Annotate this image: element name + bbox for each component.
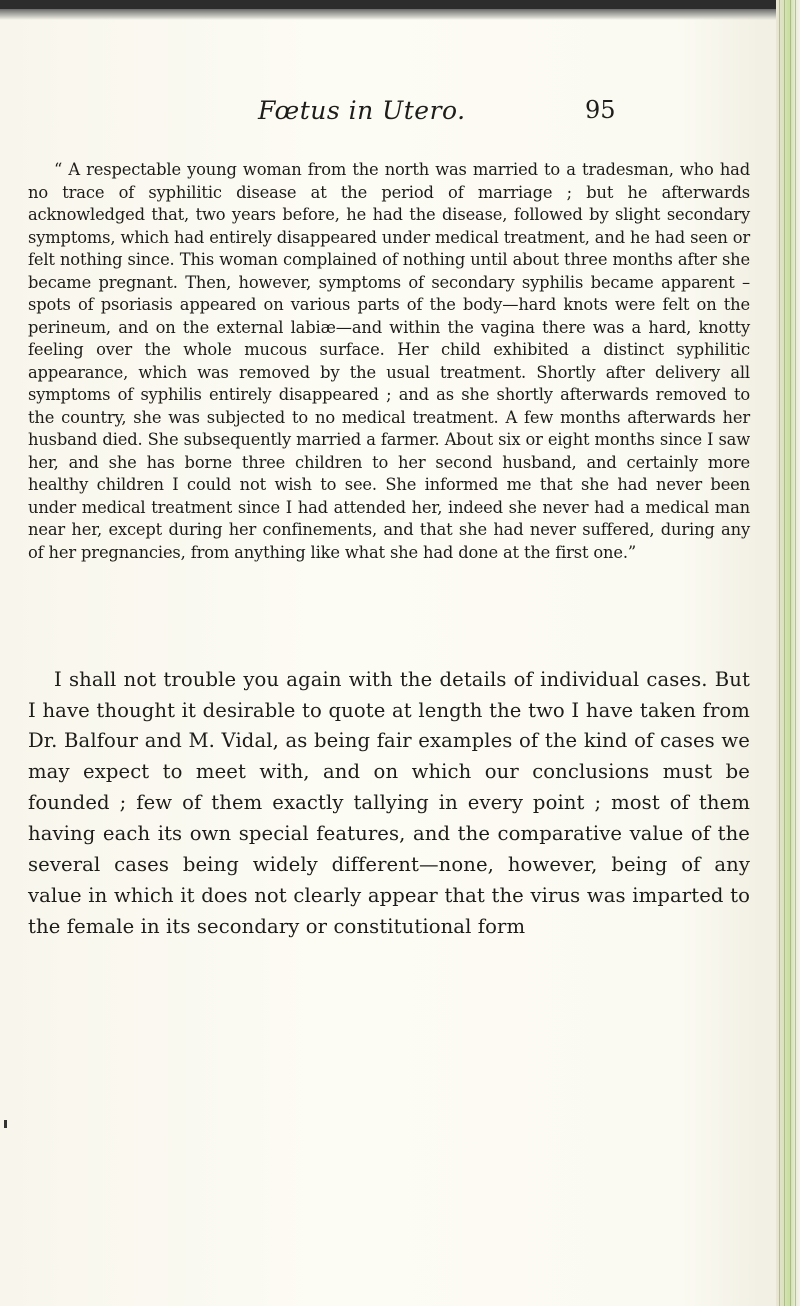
- margin-mark: [4, 1120, 7, 1128]
- spine-line: [790, 0, 791, 1306]
- top-edge-band: [0, 0, 800, 9]
- spine-line: [779, 0, 780, 1306]
- quoted-case-paragraph: “ A respectable young woman from the north was married to a tradesman, who had no trace of syphilitic disease at the period of marriage ; but he afterwards acknowledged that, two years before, he had the disease, followed by slight secondary symptoms, which had entirely disappeared under medical treatment, and he had seen or felt nothing since. This woman complained of nothing until about three months after she became pregnant. Then, however, symptoms of secondary syphilis became apparent – spots of psoriasis appeared on various parts of the body—hard knots were felt on the perineum, and on the external labiæ—and within the vagina there was a hard, knotty feeling over the whole mucous surface. Her child exhibited a distinct syphilitic appearance, which was removed by the usual treatment. Shortly after delivery all symptoms of syphilis entirely disappeared ; and as she shortly afterwards removed to the country, she was subjected to no medical treatment. A few months afterwards her husband died. She subsequently married a farmer. About six or eight months since I saw her, and she has borne three children to her second husband, and certainly more healthy children I could not wish to see. She informed me that she had never been under medical treatment since I had attended her, indeed she never had a medical man near her, except during her confinements, and that she had never suffered, during any of her pregnancies, from anything like what she had done at the first one.”: [28, 160, 750, 562]
- book-spine-edge: [776, 0, 800, 1306]
- body-paragraph: I shall not trouble you again with the details of individual cases. But I have thought it desirable to quote at length the two I have taken from Dr. Balfour and M. Vidal, as being fair examples of the kind of cases we may expect to meet with, and on which our conclusions must be founded ; few of them exactly tallying in every point ; most of them having each its own special features, and the comparative value of the several cases being widely different—none, however, being of any value in which it does not clearly appear that the virus was imparted to the female in its secondary or constitutional form: [28, 667, 750, 938]
- page-header: [0, 96, 800, 130]
- spine-line: [784, 0, 785, 1306]
- running-title: Fœtus in Utero.: [258, 96, 466, 125]
- page-number: 95: [585, 96, 616, 124]
- spine-line: [795, 0, 796, 1306]
